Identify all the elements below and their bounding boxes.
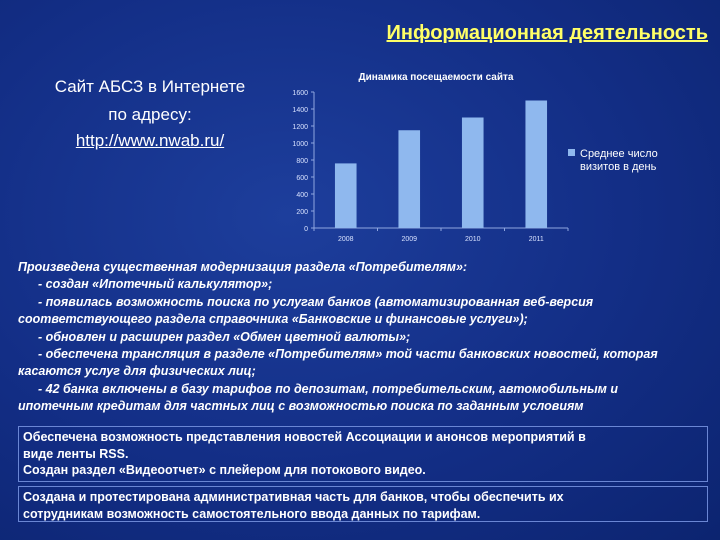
box3-line: сотрудникам возможность самостоятельного ввода данных по тарифам.: [23, 506, 481, 521]
p1-line: - обеспечена трансляция в разделе «Потребителям» той части банковских новостей, которая: [38, 347, 658, 362]
y-tick-label: 1000: [292, 141, 308, 148]
chart-plot: [286, 72, 586, 248]
y-tick-label: 400: [296, 192, 308, 199]
y-tick-label: 800: [296, 158, 308, 165]
site-caption: Сайт АБСЗ в Интернете: [54, 77, 246, 96]
box2-line: Создан раздел «Видеоотчет» с плейером для потокового видео.: [23, 463, 426, 477]
box2-line: Обеспечена возможность представления новостей Ассоциации и анонсов мероприятий в: [23, 430, 586, 444]
x-tick-label: 2010: [464, 236, 481, 243]
p1-line: Произведена существенная модернизация раздела «Потребителям»:: [18, 260, 468, 274]
x-tick-label: 2009: [401, 236, 418, 243]
p1-line: - создан «Ипотечный калькулятор»;: [38, 277, 273, 292]
p1-line: соответствующего раздела справочника «Банковские и финансовые услуги»);: [18, 312, 528, 327]
y-tick-label: 1200: [292, 124, 308, 131]
y-tick-label: 600: [296, 175, 308, 182]
p1-line: касаются услуг для физических лиц;: [18, 364, 256, 379]
site-address-caption: по адресу:: [108, 105, 192, 124]
page-title: Информационная деятельность: [386, 22, 708, 44]
y-tick-label: 200: [296, 209, 308, 216]
y-tick-label: 0: [304, 226, 308, 233]
bar-2011: [525, 101, 547, 229]
site-url-link[interactable]: http://www.nwab.ru/: [75, 131, 225, 150]
legend-label-line2: визитов в день: [580, 161, 657, 173]
x-tick-label: 2011: [528, 236, 544, 243]
bar-2010: [462, 118, 484, 229]
y-tick-label: 1400: [292, 107, 308, 114]
box3-line: Создана и протестирована административная часть для банков, чтобы обеспечить их: [23, 490, 564, 504]
p1-line: ипотечным кредитам для частных лиц с возможностью поиска по заданным условиям: [18, 399, 584, 414]
bar-2008: [335, 163, 357, 228]
box2-line: виде ленты RSS.: [23, 446, 129, 461]
admin-section-box: [18, 486, 708, 522]
rss-video-box: [18, 426, 708, 482]
bar-2009: [398, 130, 420, 228]
chart-legend: [568, 148, 708, 174]
legend-label-line1: Среднее число: [580, 148, 658, 160]
p1-line: - 42 банка включены в базу тарифов по депозитам, потребительским, автомобильным и: [38, 381, 618, 396]
p1-line: - появилась возможность поиска по услугам банков (автоматизированная веб-версия: [38, 294, 594, 309]
y-tick-label: 1600: [292, 90, 308, 97]
visits-chart: [286, 72, 714, 248]
site-info: [20, 76, 280, 152]
legend-swatch: [568, 149, 575, 156]
chart-title: Динамика посещаемости сайта: [358, 72, 514, 83]
x-tick-label: 2008: [337, 236, 354, 243]
modernization-paragraph: [18, 259, 708, 416]
p1-line: - обновлен и расширен раздел «Обмен цветной валюты»;: [38, 329, 411, 344]
